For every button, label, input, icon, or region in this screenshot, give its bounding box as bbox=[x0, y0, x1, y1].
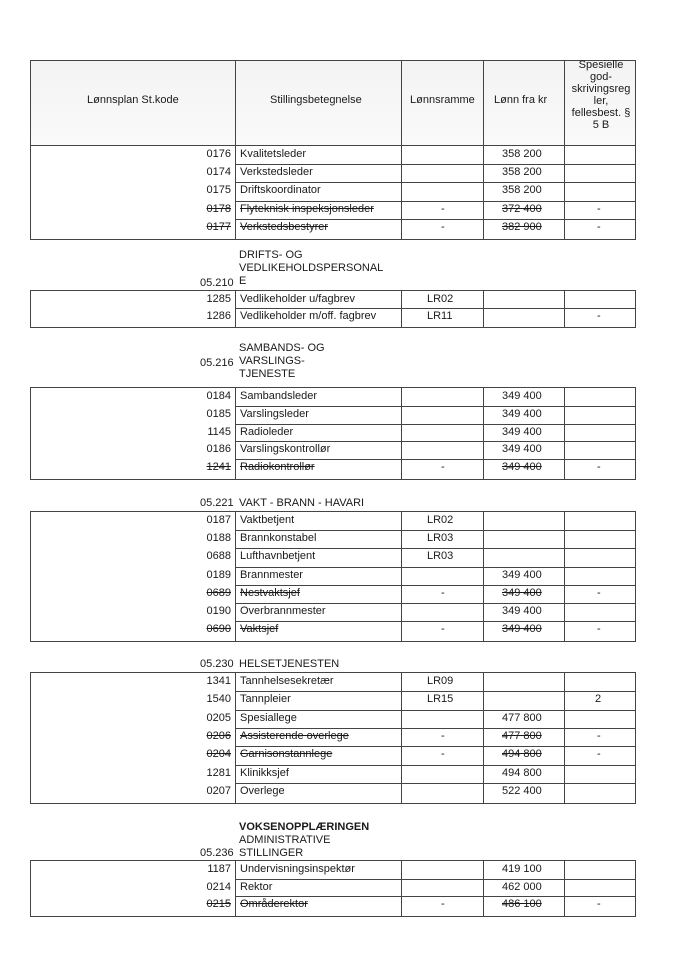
cell-lr: - bbox=[441, 898, 445, 910]
row-divider bbox=[235, 783, 635, 784]
section-number: 05.216 bbox=[200, 357, 234, 369]
header-stillingsbetegnelse: Stillingsbetegnelse bbox=[270, 94, 362, 106]
col-divider bbox=[235, 61, 236, 145]
cell-title: Vaktbetjent bbox=[240, 514, 295, 526]
cell-title: Verkstedsbestyrer bbox=[240, 221, 329, 233]
cell-code: 0190 bbox=[206, 605, 231, 617]
cell-pay: 419 100 bbox=[502, 863, 542, 875]
cell-lr: LR03 bbox=[427, 532, 454, 544]
table-header bbox=[30, 60, 636, 146]
cell-title: Driftskoordinator bbox=[240, 184, 321, 196]
section-heading-line: STILLINGER bbox=[239, 847, 304, 859]
section-heading: VAKT - BRANN - HAVARI bbox=[239, 497, 365, 509]
row-divider bbox=[235, 567, 635, 568]
cell-lr: LR11 bbox=[427, 310, 453, 322]
section-heading-line: ADMINISTRATIVE bbox=[239, 834, 331, 846]
row-divider bbox=[235, 308, 635, 309]
cell-pay: 462 000 bbox=[502, 881, 542, 893]
cell-spec: - bbox=[597, 587, 601, 599]
section-number: 05.221 bbox=[200, 497, 234, 509]
cell-code: 1281 bbox=[206, 767, 231, 779]
cell-lr: LR15 bbox=[427, 693, 454, 705]
cell-code: 0178 bbox=[206, 203, 231, 215]
cell-title: Sambandsleder bbox=[240, 390, 318, 402]
cell-code: 0204 bbox=[206, 748, 231, 760]
cell-code: 0175 bbox=[206, 184, 231, 196]
row-divider bbox=[235, 164, 635, 165]
header-spesielle-line: skrivingsreg bbox=[571, 83, 631, 95]
row-divider bbox=[235, 710, 635, 711]
header-spesielle-line: god- bbox=[589, 71, 613, 83]
cell-title: Vedlikeholder u/fagbrev bbox=[240, 293, 355, 305]
row-divider bbox=[235, 530, 635, 531]
cell-code: 0177 bbox=[206, 221, 231, 233]
cell-lr: - bbox=[441, 203, 445, 215]
cell-title: Radiokontrollør bbox=[240, 461, 315, 473]
table-section bbox=[30, 290, 636, 328]
cell-title: Lufthavnbetjent bbox=[240, 550, 316, 562]
col-divider bbox=[401, 388, 402, 479]
cell-title: Overbrannmester bbox=[240, 605, 326, 617]
cell-code: 1145 bbox=[207, 426, 231, 438]
cell-code: 1286 bbox=[206, 310, 231, 322]
cell-code: 0187 bbox=[206, 514, 231, 526]
cell-lr: LR02 bbox=[427, 293, 454, 305]
cell-pay: 349 400 bbox=[502, 461, 542, 473]
section-heading bbox=[239, 821, 369, 860]
cell-title: Vedlikeholder m/off. fagbrev bbox=[240, 310, 377, 322]
cell-title: Brannkonstabel bbox=[240, 532, 317, 544]
cell-pay: 349 400 bbox=[502, 569, 542, 581]
col-divider bbox=[235, 861, 236, 916]
row-divider bbox=[235, 691, 635, 692]
section-number: 05.236 bbox=[200, 847, 234, 859]
cell-code: 0186 bbox=[206, 443, 231, 455]
cell-code: 0174 bbox=[206, 166, 231, 178]
cell-title: Tannpleier bbox=[240, 693, 291, 705]
row-divider bbox=[235, 459, 635, 460]
cell-lr: - bbox=[441, 461, 445, 473]
cell-pay: 372 400 bbox=[502, 203, 542, 215]
cell-title: Radioleder bbox=[240, 426, 294, 438]
cell-lr: LR09 bbox=[427, 675, 454, 687]
cell-lr: LR03 bbox=[427, 550, 454, 562]
cell-spec: - bbox=[597, 898, 601, 910]
cell-lr: - bbox=[441, 730, 445, 742]
cell-pay: 349 400 bbox=[502, 408, 542, 420]
cell-pay: 382 900 bbox=[502, 221, 542, 233]
cell-pay: 349 400 bbox=[502, 605, 542, 617]
table-section bbox=[30, 145, 636, 240]
row-divider bbox=[235, 585, 635, 586]
col-divider bbox=[235, 291, 236, 327]
cell-pay: 358 200 bbox=[502, 148, 542, 160]
cell-code: 1540 bbox=[206, 693, 231, 705]
cell-title: Varslingsleder bbox=[240, 408, 309, 420]
row-divider bbox=[235, 765, 635, 766]
row-divider bbox=[235, 603, 635, 604]
cell-code: 0207 bbox=[206, 785, 231, 797]
section-number: 05.210 bbox=[200, 277, 234, 289]
cell-spec: 2 bbox=[595, 693, 602, 705]
cell-pay: 522 400 bbox=[502, 785, 542, 797]
cell-lr: - bbox=[441, 587, 445, 599]
row-divider bbox=[235, 182, 635, 183]
cell-lr: - bbox=[441, 748, 445, 760]
cell-lr: - bbox=[441, 221, 445, 233]
row-divider bbox=[235, 728, 635, 729]
cell-spec: - bbox=[597, 730, 601, 742]
cell-spec: - bbox=[597, 203, 601, 215]
cell-pay: 349 400 bbox=[502, 623, 542, 635]
col-divider bbox=[235, 388, 236, 479]
header-spesielle-line: fellesbest. § bbox=[571, 107, 631, 119]
section-heading-line: VOKSENOPPLÆRINGEN bbox=[239, 821, 370, 833]
row-divider bbox=[235, 441, 635, 442]
cell-spec: - bbox=[597, 623, 601, 635]
cell-pay: 477 800 bbox=[502, 712, 542, 724]
col-divider bbox=[401, 146, 402, 239]
row-divider bbox=[235, 406, 635, 407]
cell-title: Verkstedsleder bbox=[240, 166, 313, 178]
section-heading-line: E bbox=[239, 275, 247, 287]
section-number: 05.230 bbox=[200, 658, 234, 670]
cell-code: 1187 bbox=[207, 863, 231, 875]
cell-pay: 358 200 bbox=[502, 166, 542, 178]
row-divider bbox=[235, 548, 635, 549]
cell-lr: LR02 bbox=[427, 514, 454, 526]
header-lonn-fra: Lønn fra kr bbox=[494, 94, 548, 106]
cell-pay: 349 400 bbox=[502, 587, 542, 599]
row-divider bbox=[235, 424, 635, 425]
section-heading: HELSETJENESTEN bbox=[239, 658, 340, 670]
cell-title: Klinikksjef bbox=[240, 767, 289, 779]
cell-spec: - bbox=[597, 461, 601, 473]
cell-code: 0184 bbox=[206, 390, 231, 402]
cell-title: Rektor bbox=[240, 881, 273, 893]
cell-code: 0689 bbox=[206, 587, 231, 599]
cell-code: 0185 bbox=[206, 408, 231, 420]
cell-title: Assisterende overlege bbox=[240, 730, 349, 742]
cell-title: Undervisningsinspektør bbox=[240, 863, 355, 875]
section-heading-line: SAMBANDS- OG bbox=[239, 342, 325, 354]
header-spesielle bbox=[565, 59, 637, 131]
cell-title: Kvalitetsleder bbox=[240, 148, 307, 160]
cell-pay: 477 800 bbox=[502, 730, 542, 742]
cell-code: 0206 bbox=[206, 730, 231, 742]
cell-title: Tannhelsesekretær bbox=[240, 675, 334, 687]
section-heading-line: VARSLINGS- bbox=[239, 355, 305, 367]
cell-title: Varslingskontrollør bbox=[240, 443, 331, 455]
cell-pay: 358 200 bbox=[502, 184, 542, 196]
cell-title: Garnisonstannlege bbox=[240, 748, 333, 760]
header-spesielle-line: Spesielle bbox=[578, 59, 624, 71]
cell-code: 0188 bbox=[206, 532, 231, 544]
section-heading bbox=[239, 342, 325, 381]
cell-code: 0688 bbox=[206, 550, 231, 562]
cell-code: 0189 bbox=[206, 569, 231, 581]
col-divider bbox=[401, 861, 402, 916]
cell-title: Områderektor bbox=[240, 898, 308, 910]
col-divider bbox=[483, 61, 484, 145]
col-divider bbox=[235, 146, 236, 239]
table-section bbox=[30, 860, 636, 917]
table-section bbox=[30, 387, 636, 480]
col-divider bbox=[483, 388, 484, 479]
cell-code: 0215 bbox=[206, 898, 231, 910]
cell-code: 1241 bbox=[206, 461, 231, 473]
col-divider bbox=[564, 388, 565, 479]
cell-title: Flyteknisk inspeksjonsleder bbox=[240, 203, 374, 215]
col-divider bbox=[483, 291, 484, 327]
table-section bbox=[30, 511, 636, 642]
cell-code: 1341 bbox=[206, 675, 231, 687]
cell-spec: - bbox=[597, 221, 601, 233]
col-divider bbox=[483, 146, 484, 239]
header-spesielle-line: ler, bbox=[593, 95, 609, 107]
cell-code: 0214 bbox=[206, 881, 231, 893]
cell-pay: 349 400 bbox=[502, 443, 542, 455]
cell-code: 0690 bbox=[206, 623, 231, 635]
cell-pay: 486 100 bbox=[502, 898, 542, 910]
col-divider bbox=[401, 291, 402, 327]
section-heading-line: TJENESTE bbox=[239, 368, 296, 380]
cell-pay: 349 400 bbox=[502, 390, 542, 402]
cell-title: Overlege bbox=[240, 785, 285, 797]
row-divider bbox=[235, 219, 635, 220]
cell-code: 1285 bbox=[206, 293, 231, 305]
table-section bbox=[30, 672, 636, 804]
cell-spec: - bbox=[597, 310, 601, 322]
section-heading bbox=[239, 249, 383, 288]
col-divider bbox=[564, 291, 565, 327]
cell-title: Brannmester bbox=[240, 569, 303, 581]
row-divider bbox=[235, 746, 635, 747]
cell-code: 0205 bbox=[206, 712, 231, 724]
cell-title: Nestvaktsjef bbox=[240, 587, 300, 599]
header-st-kode: Lønnsplan St.kode bbox=[87, 94, 179, 106]
header-lonnsramme: Lønnsramme bbox=[410, 94, 475, 106]
header-spesielle-line: 5 B bbox=[592, 119, 610, 131]
section-heading-line: VEDLIKEHOLDSPERSONAL bbox=[239, 262, 384, 274]
col-divider bbox=[564, 146, 565, 239]
cell-code: 0176 bbox=[206, 148, 231, 160]
cell-pay: 494 800 bbox=[502, 767, 542, 779]
row-divider bbox=[235, 879, 635, 880]
row-divider bbox=[235, 896, 635, 897]
col-divider bbox=[401, 61, 402, 145]
cell-title: Vaktsjef bbox=[240, 623, 279, 635]
col-divider bbox=[564, 861, 565, 916]
cell-spec: - bbox=[597, 748, 601, 760]
cell-title: Spesiallege bbox=[240, 712, 297, 724]
row-divider bbox=[235, 621, 635, 622]
col-divider bbox=[483, 861, 484, 916]
row-divider bbox=[235, 201, 635, 202]
cell-pay: 494 800 bbox=[502, 748, 542, 760]
cell-lr: - bbox=[441, 623, 445, 635]
section-heading-line: DRIFTS- OG bbox=[239, 249, 303, 261]
cell-pay: 349 400 bbox=[502, 426, 542, 438]
